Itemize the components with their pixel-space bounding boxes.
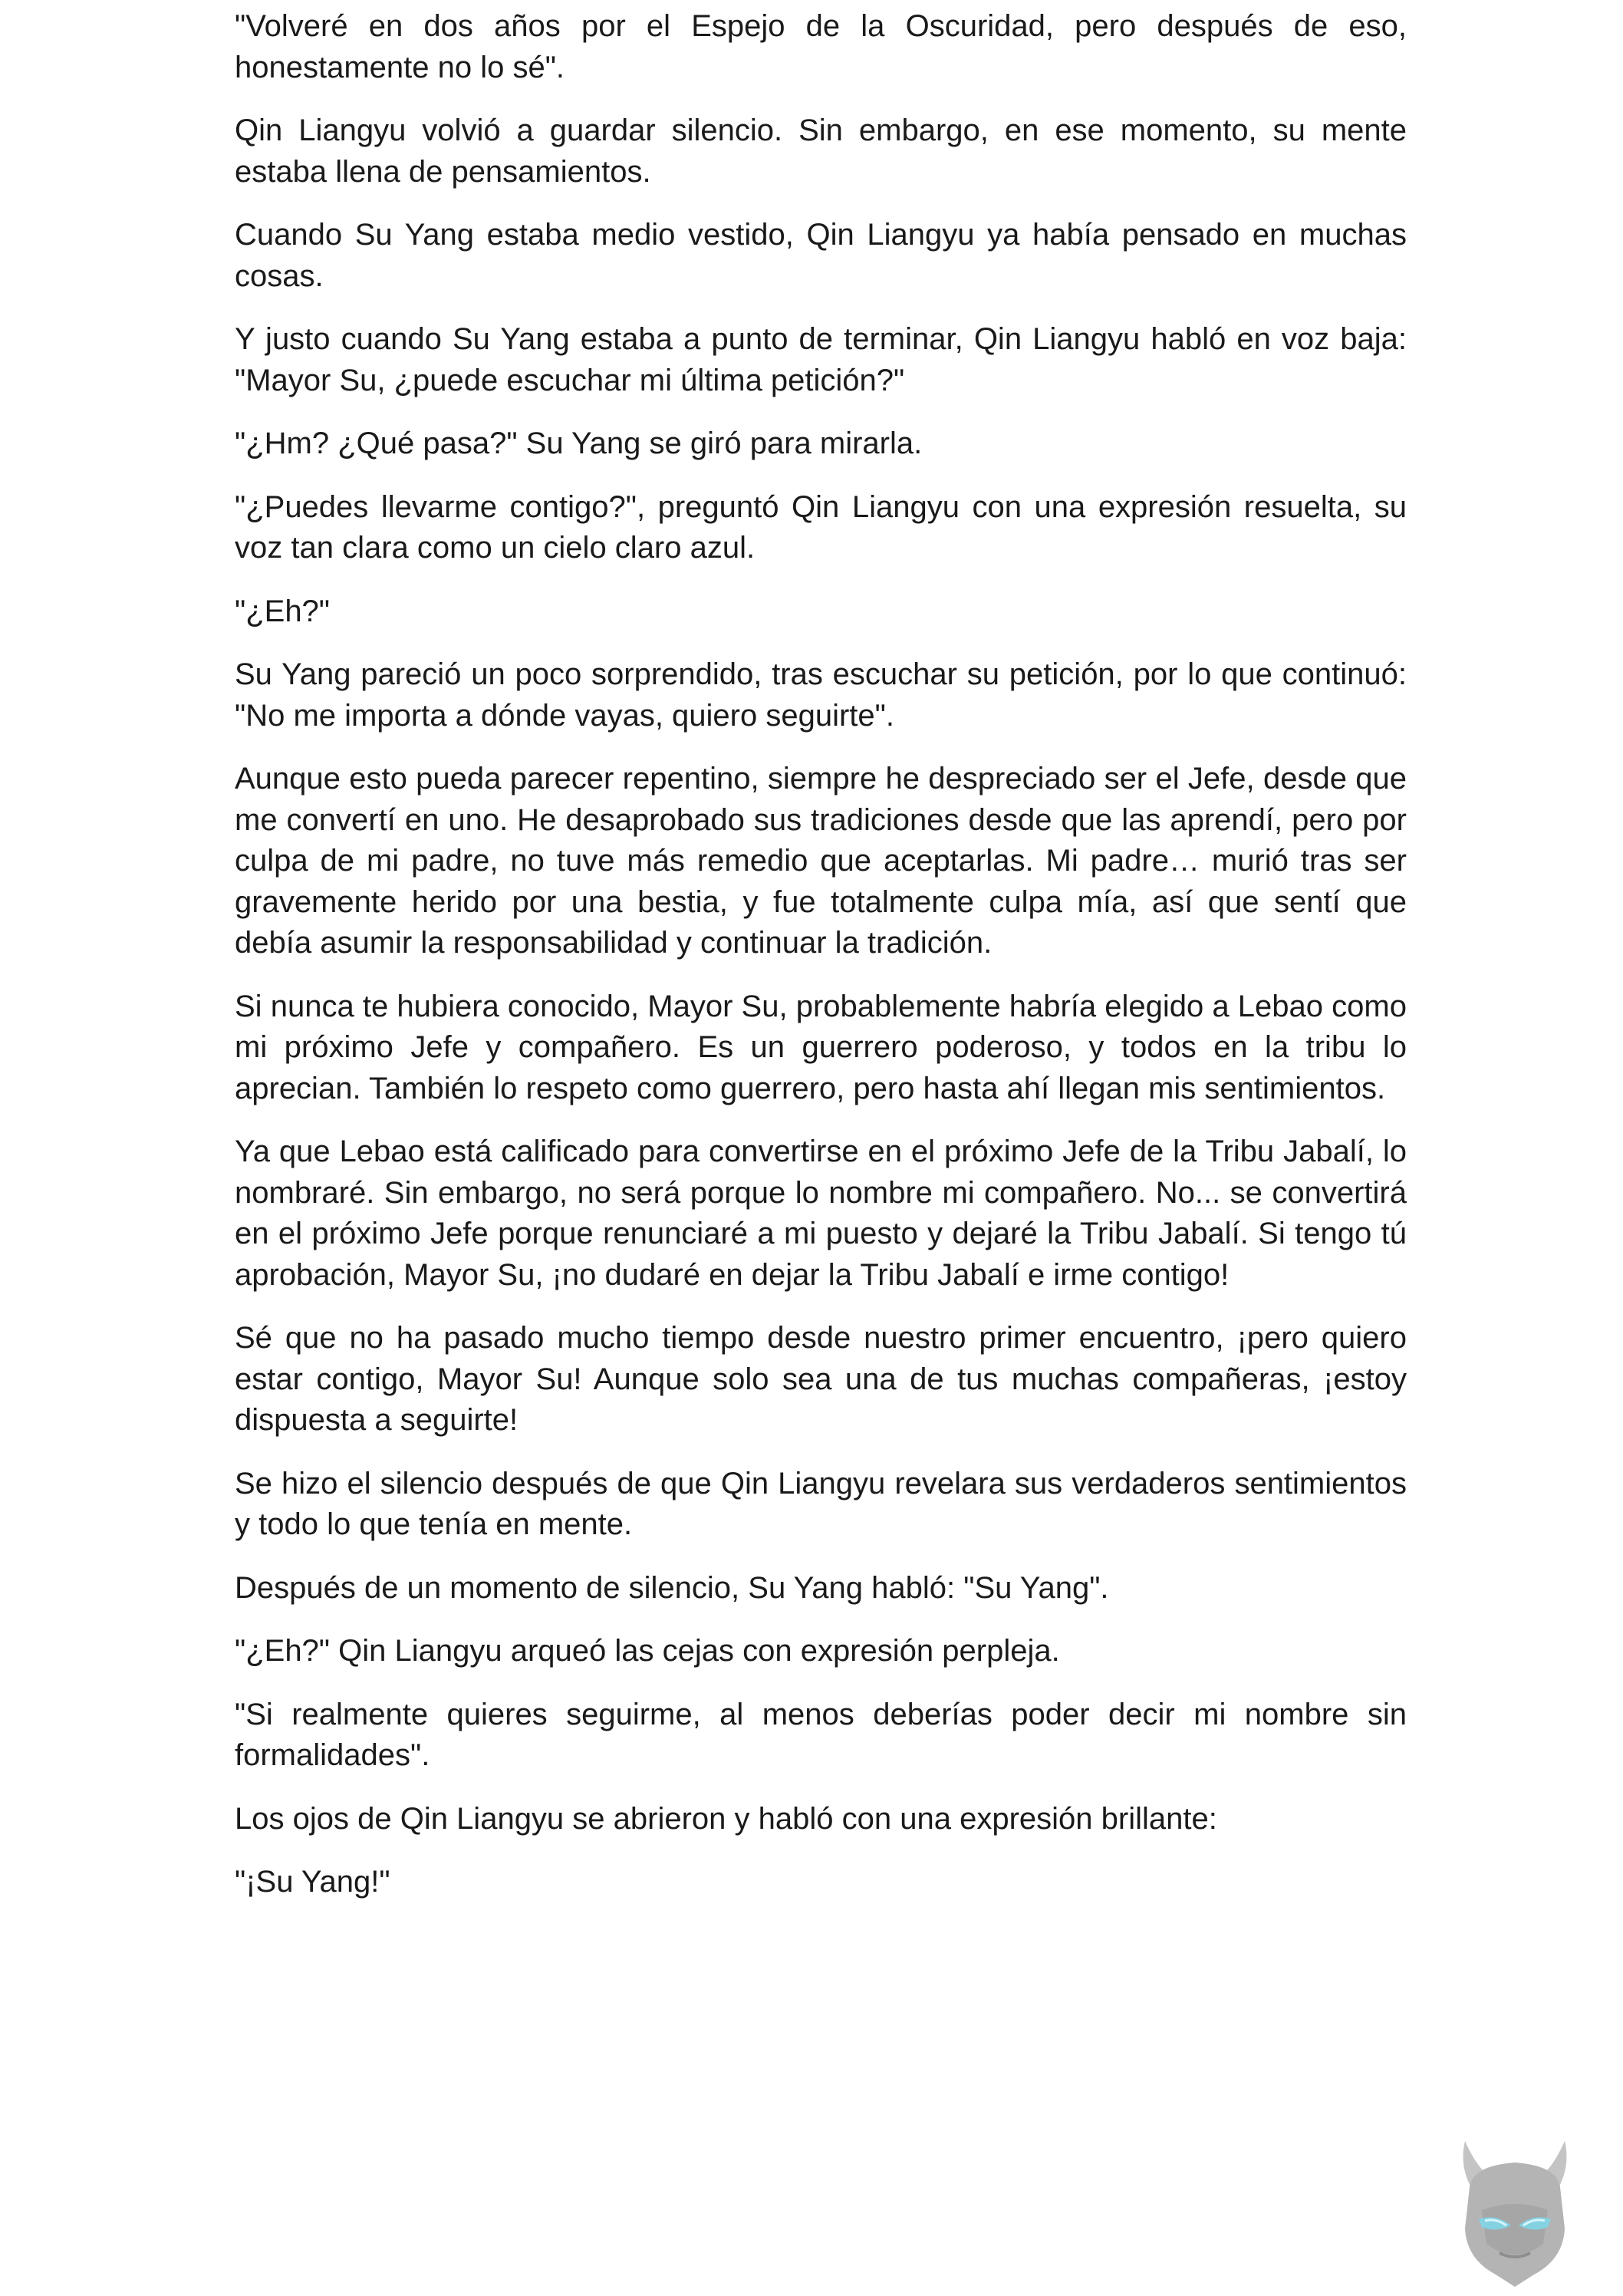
document-page	[235, 6, 1407, 1925]
paragraph: Después de un momento de silencio, Su Yang habló: "Su Yang".	[235, 1570, 1109, 1605]
paragraph: Ya que Lebao está calificado para convertirse en el próximo Jefe de la Tribu Jabalí, lo nombraré. Sin embargo, no será porque lo nombre mi compañero. No... se convertirá en el próximo Jefe porque renunciaré a mi puesto y dejaré la Tribu Jabalí. Si tengo tú aprobación, Mayor Su, ¡no dudaré en dejar la Tribu Jabalí e irme contigo!	[235, 1135, 1407, 1292]
paragraph: "Volveré en dos años por el Espejo de la Oscuridad, pero después de eso, honestamente no lo sé".	[235, 9, 1407, 84]
paragraph: "¿Eh?"	[235, 594, 331, 628]
paragraph: Sé que no ha pasado mucho tiempo desde nuestro primer encuentro, ¡pero quiero estar contigo, Mayor Su! Aunque solo sea una de tus muchas compañeras, ¡estoy dispuesta a seguirte!	[235, 1321, 1407, 1437]
demon-head-logo-icon	[1442, 2136, 1588, 2290]
paragraph: Cuando Su Yang estaba medio vestido, Qin Liangyu ya había pensado en muchas cosas.	[235, 218, 1407, 293]
paragraph: "¿Hm? ¿Qué pasa?" Su Yang se giró para mirarla.	[235, 427, 923, 460]
watermark-graphic	[1442, 2136, 1588, 2290]
paragraph: Si nunca te hubiera conocido, Mayor Su, probablemente habría elegido a Lebao como mi próximo Jefe y compañero. Es un guerrero poderoso, y todos en la tribu lo aprecian. También lo respeto como guerrero, pero hasta ahí llegan mis sentimientos.	[235, 989, 1407, 1105]
paragraph: Su Yang pareció un poco sorprendido, tras escuchar su petición, por lo que continuó: "No me importa a dónde vayas, quiero seguirte".	[235, 657, 1407, 733]
paragraph: Los ojos de Qin Liangyu se abrieron y habló con una expresión brillante:	[235, 1801, 1217, 1836]
paragraph: "¿Puedes llevarme contigo?", preguntó Qin Liangyu con una expresión resuelta, su voz tan clara como un cielo claro azul.	[235, 489, 1407, 565]
paragraph: Aunque esto pueda parecer repentino, siempre he despreciado ser el Jefe, desde que me convertí en uno. He desaprobado sus tradiciones desde que las aprendí, pero por culpa de mi padre, no tuve más remedio que aceptarlas. Mi padre… murió tras ser gravemente herido por una bestia, y fue totalmente culpa mía, así que sentí que debía asumir la responsabilidad y continuar la tradición.	[235, 762, 1407, 960]
paragraph: "Si realmente quieres seguirme, al menos deberías poder decir mi nombre sin formalidades".	[235, 1697, 1407, 1772]
paragraph: "¡Su Yang!"	[235, 1865, 390, 1899]
paragraph: Qin Liangyu volvió a guardar silencio. Sin embargo, en ese momento, su mente estaba llena de pensamientos.	[235, 114, 1407, 189]
paragraph: "¿Eh?" Qin Liangyu arqueó las cejas con expresión perpleja.	[235, 1634, 1060, 1668]
paragraph: Se hizo el silencio después de que Qin Liangyu revelara sus verdaderos sentimientos y todo lo que tenía en mente.	[235, 1466, 1407, 1541]
paragraph: Y justo cuando Su Yang estaba a punto de terminar, Qin Liangyu habló en voz baja: "Mayor Su, ¿puede escuchar mi última petición?"	[235, 322, 1407, 397]
